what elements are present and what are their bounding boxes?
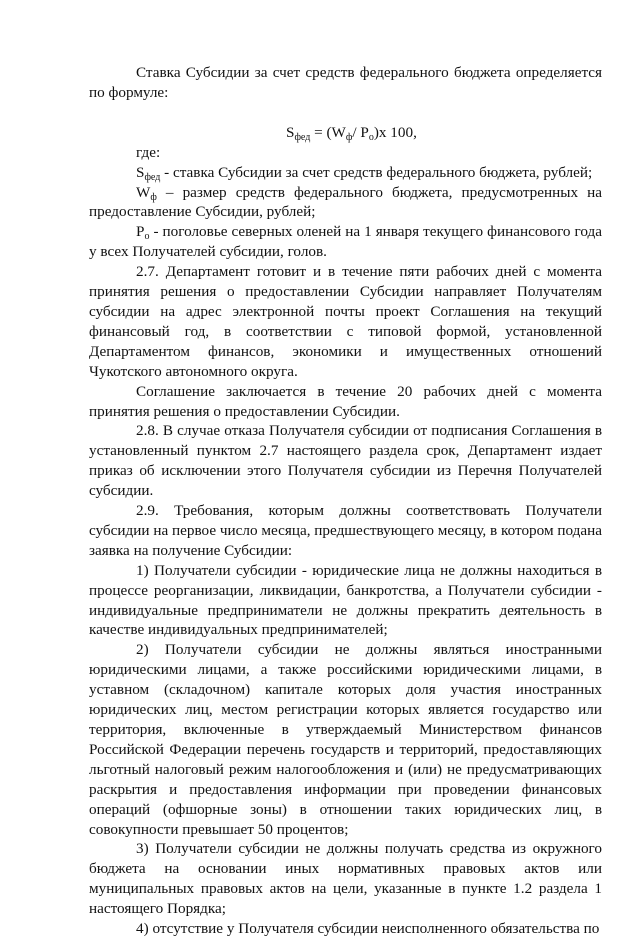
list-item-4: 4) отсутствие у Получателя субсидии неисполненного обязательства по [136,920,600,938]
paragraph-where: где: [136,143,161,161]
paragraph-2-8: 2.8. В случае отказа Получателя субсидии от подписания Соглашения в установленный пунктом 2.7 настоящего раздела срок, Департамент издает приказ об исключении этого Получателя субсидии из Перечня Получателей субсидии. [89,422,602,500]
document-body [89,63,602,939]
formula-lhs-symbol: S [286,123,295,141]
paragraph-agreement: Соглашение заключается в течение 20 рабочих дней с момента принятия решения о предоставлении Субсидии. [89,382,602,420]
paragraph-2-7: 2.7. Департамент готовит и в течение пяти рабочих дней с момента принятия решения о предоставлении Субсидии направляет Получателям субсидии на адрес электронной почты проект Соглашения на текущий финансовый год, в соответствии с типовой формой, установленной Департаментом финансов, экономики и имущественных отношений Чукотского автономного округа. [89,263,602,380]
formula-lhs-subscript: фед [294,131,311,143]
definition-p-o [89,222,602,262]
definition-s-subscript: фед [144,171,161,183]
formula-middle-open: = (W [310,123,346,141]
definition-s-symbol: S [136,163,145,181]
definition-s-fed [89,163,602,183]
paragraph-intro: Ставка Субсидии за счет средств федерального бюджета определяется по формуле: [89,64,602,101]
list-item-3: 3) Получатели субсидии не должны получать средства из окружного бюджета на основании иных нормативных правовых актов или муниципальных правовых актов на цели, указанные в пункте 1.2 раздела 1 настоящего Порядка; [89,840,602,918]
formula [89,123,602,143]
definition-w-text: – размер средств федерального бюджета, предусмотренных на предоставление Субсидии, рублей; [89,183,602,221]
definition-s-text: - ставка Субсидии за счет средств федерального бюджета, рублей; [160,163,593,181]
list-item-1: 1) Получатели субсидии - юридические лица не должны находиться в процессе реорганизации, ликвидации, банкротства, а Получатели субсидии - индивидуальные предприниматели не должны прекратить деятельность в качестве индивидуальных предпринимателей; [89,561,602,639]
paragraph-2-9: 2.9. Требования, которым должны соответствовать Получатели субсидии на первое число месяца, предшествующего месяцу, в котором подана заявка на получение Субсидии: [89,502,602,559]
definition-p-text: - поголовье северных оленей на 1 января текущего финансового года у всех Получателей субсидии, голов. [89,223,602,261]
definition-w-subscript: ф [150,191,157,203]
formula-p-subscript: о [368,131,374,143]
definition-w-f [89,183,602,223]
definition-p-subscript: о [144,231,150,243]
formula-rhs: )х 100, [373,123,417,141]
formula-w-subscript: ф [345,131,353,143]
definition-w-symbol: W [136,183,151,201]
definition-p-symbol: P [136,223,145,241]
formula-division: / P [352,123,369,141]
list-item-2: 2) Получатели субсидии не должны являться иностранными юридическими лицами, а также российскими юридическими лицами, в уставном (складочном) капитале которых доля участия иностранных юридических лиц, местом регистрации которых является государство или территория, включенные в утверждаемый Министерством финансов Российской Федерации перечень государств и территорий, предоставляющих льготный налоговый режим налогообложения и (или) не предусматривающих раскрытия и предоставления информации при проведении финансовых операций (офшорные зоны) в отношении таких юридических лиц, в совокупности превышает 50 процентов; [89,641,602,838]
